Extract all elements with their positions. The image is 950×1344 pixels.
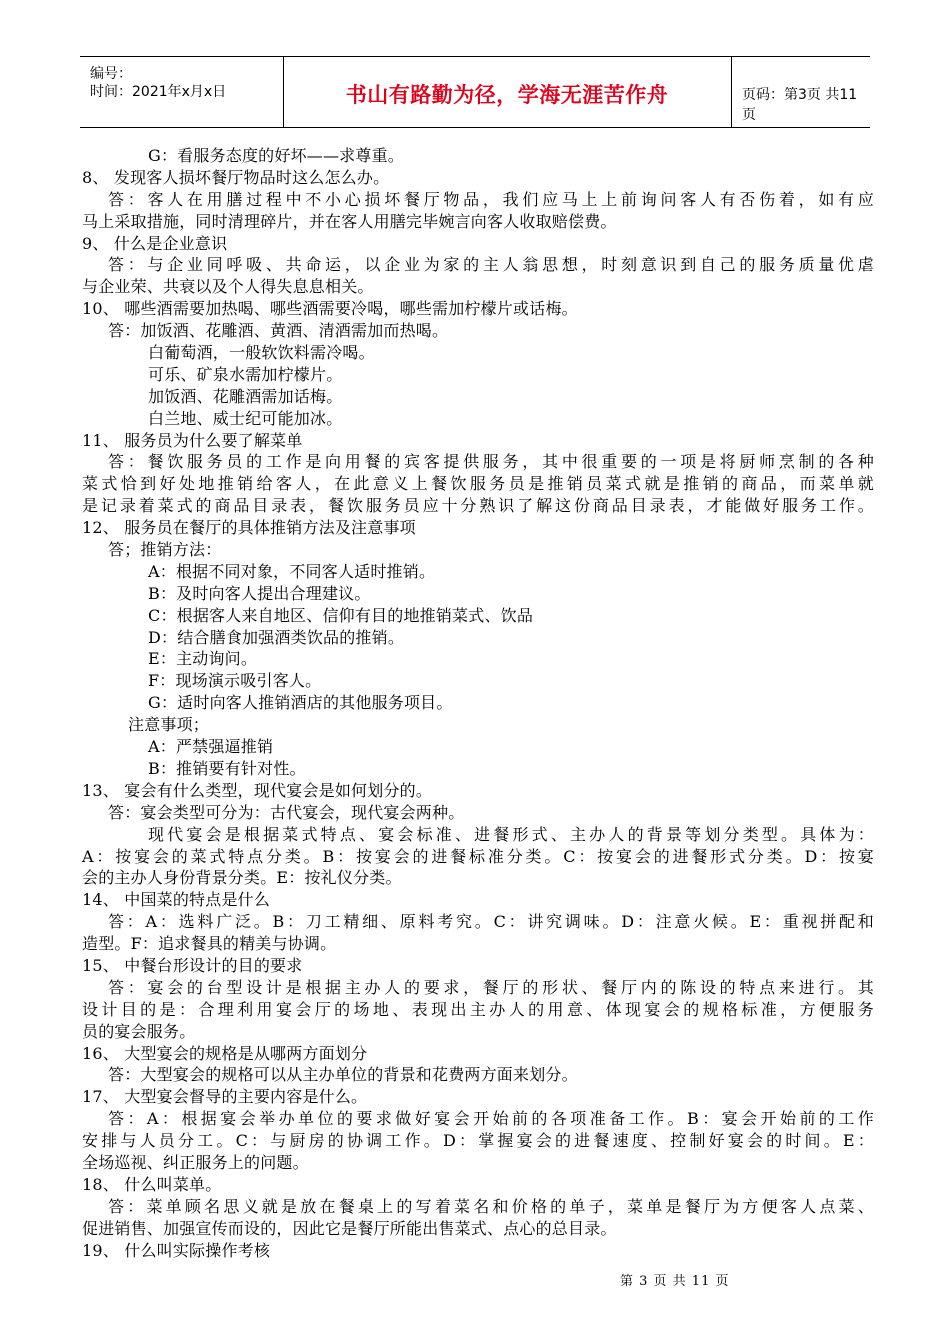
- text-line: E：主动询问。: [148, 649, 258, 669]
- text-line: 设计目的是：合理利用宴会厅的场地、表现出主办人的用意、体现宴会的规格标准，方便服务: [82, 999, 874, 1019]
- text-line: 答：A：根据宴会举办单位的要求做好宴会开始前的各项准备工作。B：宴会开始前的工作: [108, 1109, 874, 1129]
- text-line: 11、 服务员为什么要了解菜单: [82, 430, 303, 450]
- text-line: 现代宴会是根据菜式特点、宴会标准、进餐形式、主办人的背景等划分类型。具体为：: [148, 824, 874, 844]
- header-motto-cell: [283, 57, 732, 127]
- document-header: [80, 56, 870, 128]
- text-line: 答：大型宴会的规格可以从主办单位的背景和花费两方面来划分。: [108, 1065, 578, 1085]
- text-line: 全场巡视、纠正服务上的问题。: [82, 1152, 309, 1172]
- header-page-cell: [732, 57, 870, 127]
- document-body: [82, 145, 874, 1261]
- text-line: 答：宴会类型可分为：古代宴会，现代宴会两种。: [108, 802, 465, 822]
- text-line: 13、 宴会有什么类型，现代宴会是如何划分的。: [82, 780, 433, 800]
- text-line: 答：与企业同呼吸、共命运，以企业为家的主人翁思想，时刻意识到自己的服务质量优虐: [108, 255, 874, 275]
- text-line: F：现场演示吸引客人。: [148, 671, 322, 691]
- text-line: 14、 中国菜的特点是什么: [82, 890, 271, 910]
- text-line: 加饭酒、花雕酒需加话梅。: [148, 386, 343, 406]
- text-line: C：根据客人来自地区、信仰有目的地推销菜式、饮品: [148, 605, 534, 625]
- header-meta-cell: [80, 57, 284, 127]
- text-line: 可乐、矿泉水需加柠檬片。: [148, 364, 343, 384]
- header-motto: 书山有路勤为径，学海无涯苦作舟: [345, 83, 669, 107]
- document-time-label: 时间：2021年x月x日: [90, 84, 227, 100]
- text-line: 造型。F：追求餐具的精美与协调。: [82, 934, 337, 954]
- text-line: 员的宴会服务。: [82, 1021, 196, 1041]
- text-line: 答；推销方法：: [108, 540, 222, 560]
- text-line: 17、 大型宴会督导的主要内容是什么。: [82, 1087, 368, 1107]
- text-line: 会的主办人身份背景分类。E：按礼仪分类。: [82, 868, 402, 888]
- text-line: 安排与人员分工。C：与厨房的协调工作。D：掌握宴会的进餐速度、控制好宴会的时间。E：: [82, 1131, 874, 1151]
- text-line: D：结合膳食加强酒类饮品的推销。: [148, 627, 405, 647]
- text-line: 答：餐饮服务员的工作是向用餐的宾客提供服务，其中很重要的一项是将厨师烹制的各种: [108, 452, 874, 472]
- text-line: B：及时向客人提出合理建议。: [148, 583, 371, 603]
- text-line: 12、 服务员在餐厅的具体推销方法及注意事项: [82, 518, 416, 538]
- text-line: 答：菜单顾名思义就是放在餐桌上的写着菜名和价格的单子，菜单是餐厅为方便客人点菜、: [108, 1196, 874, 1216]
- text-line: 是记录着菜式的商品目录表，餐饮服务员应十分熟识了解这份商品目录表，才能做好服务工作。: [82, 496, 874, 516]
- text-line: 16、 大型宴会的规格是从哪两方面划分: [82, 1043, 368, 1063]
- text-line: 与企业荣、共衰以及个人得失息息相关。: [82, 277, 374, 297]
- text-line: B：推销要有针对性。: [148, 758, 306, 778]
- text-line: 马上采取措施，同时清理碎片，并在客人用膳完毕婉言向客人收取赔偿费。: [82, 211, 617, 231]
- text-line: 8、 发现客人损坏餐厅物品时这么怎么办。: [82, 167, 390, 187]
- text-line: 答：加饭酒、花雕酒、黄酒、清酒需加而热喝。: [108, 321, 449, 341]
- text-line: 19、 什么叫实际操作考核: [82, 1240, 271, 1260]
- text-line: A：根据不同对象，不同客人适时推销。: [148, 561, 436, 581]
- header-page-info: 页码：第3页 共11页: [742, 87, 858, 123]
- text-line: A：严禁强逼推销: [148, 737, 274, 757]
- text-line: 18、 什么叫菜单。: [82, 1174, 222, 1194]
- text-line: 答：宴会的台型设计是根据主办人的要求，餐厅的形状、餐厅内的陈设的特点来进行。其: [108, 977, 874, 997]
- text-line: 9、 什么是企业意识: [82, 233, 228, 253]
- document-number-label: 编号：: [90, 66, 132, 82]
- text-line: 促进销售、加强宣传而设的，因此它是餐厅所能出售菜式、点心的总目录。: [82, 1218, 617, 1238]
- text-line: 答：客人在用膳过程中不小心损坏餐厅物品，我们应马上上前询问客人有否伤着，如有应: [108, 189, 874, 209]
- text-line: 答：A：选料广泛。B：刀工精细、原料考究。C：讲究调味。D：注意火候。E：重视拼配和: [108, 912, 874, 932]
- page-footer: 第 3 页 共 11 页: [620, 1274, 730, 1289]
- text-line: G：适时向客人推销酒店的其他服务项目。: [148, 693, 453, 713]
- text-line: 10、 哪些酒需要加热喝、哪些酒需要冷喝，哪些需加柠檬片或话梅。: [82, 299, 578, 319]
- text-line: 15、 中餐台形设计的目的要求: [82, 955, 303, 975]
- text-line: A：按宴会的菜式特点分类。B：按宴会的进餐标准分类。C：按宴会的进餐形式分类。D：按宴: [82, 846, 874, 866]
- text-line: 白兰地、威士纪可能加冰。: [148, 408, 343, 428]
- text-line: G：看服务态度的好坏——求尊重。: [148, 146, 404, 165]
- text-line: 菜式恰到好处地推销给客人，在此意义上餐饮服务员是推销员菜式就是推销的商品，而菜单就: [82, 474, 874, 494]
- text-line: 白葡萄酒，一般软饮料需冷喝。: [148, 343, 375, 363]
- text-line: 注意事项；: [128, 715, 210, 735]
